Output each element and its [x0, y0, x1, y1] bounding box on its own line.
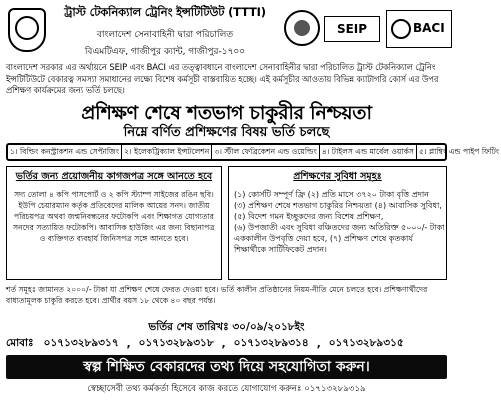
intro-paragraph: বাংলাদেশ সরকার এর অর্থায়নে SEIP এবং BACI এর তত্ত্বাবধানে বাংলাদেশ সেনাবাহিনীর দ্বারা পরিচালিত ট্রাস্ট টেকনিক্যাল ট্রেনিং ইন্সটিটিউটে বেকারত্ব সমস্যা সমাধানের লক্ষ্যে বিশেষ কর্মসূচী বাস্তবায়িত হচ্ছে। এই কর্মসূচীর আওতায় বিভিন্ন ক্যাটাগরি কোর্স এর উপর প্রশিক্ষণ কার্যক্রমের জন্য ভর্তি চলছে।	[6, 62, 439, 95]
phone-number: ০১৭১৩২৮৯৩১৮	[138, 336, 214, 349]
admission-deadline: ভর্তির শেষ তারিখঃ ৩০/০৯/২০১৮ইং	[148, 321, 305, 333]
managed-by: বাংলাদেশ সেনাবাহিনী দ্বারা পরিচালিত	[96, 30, 234, 40]
header	[6, 4, 447, 60]
course-item: ৪। টাইলস এন্ড মার্বেল ওয়ার্কস	[320, 145, 417, 159]
benefit-item: শিক্ষার্থীকে সার্টিফিকেট প্রদান।	[234, 245, 327, 254]
institute-address: বিএমটিএফ, গাজীপুর ক্যান্ট, গাজীপুর-১৭০০	[84, 47, 246, 57]
benefits-title: প্রশিক্ষণের সুবিধা সমূহঃ	[293, 171, 382, 182]
institute-name: ট্রাস্ট টেকনিক্যাল ট্রেনিং ইন্সটিটিউট (TTTI)	[64, 5, 266, 19]
header-text	[50, 4, 280, 59]
headline: প্রশিক্ষণ শেষে শতভাগ চাকুরীর নিশ্চয়তা	[81, 102, 372, 124]
benefit-item: (৬) উপজাতী এবং সুবিধা বঞ্চিতদের জন্য অতিরিক্ত ৫০০০/- টাকা	[234, 223, 445, 232]
contact-phones: মোবাঃ ০১৭১৩২৮৯৩১৭ , ০১৭১৩২৮৯৩১৮ , ০১৭১৩২৮৯৩১৪ , ০১৭১৩২৮৯৩১৫	[6, 336, 447, 352]
documents-body: সদ্য তোলা ৪ কপি পাসপোর্ট ও ২ কপি স্ট্যাম্প সাইজের রঙিন ছবি। ইউপি চেয়ারম্যান কর্তৃক প্রতিবেদের মালিক আয়ের সনদ। জাতীয় পরিচয়পত্র অথবা জন্মনিবন্ধনের ফটোকপি এবং শিক্ষাগত যোগ্যতার সনদের সত্যায়িত ফটোকপি। আবাসিক হাউজিং এর জন্য বিছানাপত্র ও ব্যক্তিগত ব্যবহার্য জিনিসপত্র সঙ্গে আনতে হবে।	[13, 190, 215, 243]
baci-mark-icon	[391, 19, 411, 39]
phone-number: ০১৭১৩২৮৯৩১৫	[328, 336, 404, 349]
phone-number: ০১৭১৩২৮৯৩১৪	[233, 336, 309, 349]
documents-box	[6, 166, 222, 280]
baci-logo: BACI	[386, 10, 452, 48]
documents-title: ভর্তির জন্য প্রয়োজনীয় কাগজপত্র সঙ্গে আনতে হবে	[15, 171, 213, 182]
benefits-box	[228, 166, 447, 280]
seip-logo: SEIP	[324, 16, 380, 42]
phone-number: ০১৭১৩২৮৯৩১৭	[43, 336, 119, 349]
course-item: ৩। স্টীল ফেব্রিকেশন এন্ড ওয়েল্ডিং	[212, 145, 320, 159]
phone-label: মোবাঃ	[6, 336, 34, 349]
course-item: ১। বিল্ডিং কনস্ট্রাকশন এন্ড সেপ্টাজিং	[8, 145, 122, 159]
benefit-item: (১) কোর্সটি সম্পূর্ণ ফ্রি (২) প্রতি মাসে ৩৭২০ টাকা বৃত্তি প্রদান	[234, 190, 429, 199]
benefit-item: (৩) প্রশিক্ষণ শেষে শতভাগ চাকুরির নিশ্চয়তা (৪) আবাসিক সুবিধা,	[234, 201, 442, 210]
course-item: ২। ইলেকট্রিক্যাল ইন্সটলেশন	[122, 145, 212, 159]
volunteer-contact: স্বেচ্ছাসেবী তথ্য কর্মকর্তা হিসেবে কাজ করতে যোগাযোগ করুনঃ ০১৭১৩২৮৯৩১৯	[87, 384, 366, 394]
conditions-text: শর্ত সমূহঃ জামানত ২০০০/- টাকা যা প্রশিক্ষণ শেষে ফেরত দেওয়া হবে। ভর্তি কালীন প্রতিষ্ঠানের নিয়ম-নীতি মেনে চলতে হবে। প্রশিক্ষণার্থীদের বাধ্যতামূলক চাকুরি করতে হবে। প্রার্থীর বয়স ১৮ থেকে ৪০ বছর পর্যন্ত।	[6, 285, 428, 305]
benefit-item: এককালীন উপবৃত্তি দেয়া হবে, (৭) প্রশিক্ষণ শেষে কৃতকার্য	[234, 234, 413, 243]
government-seal-icon	[284, 10, 320, 46]
benefit-item: (৫) বিদেশ গমন ইচ্ছুকদের জন্য বিশেষ প্রশিক্ষণ,	[234, 212, 384, 221]
course-list	[6, 143, 500, 161]
appeal-banner: স্বল্প শিক্ষিত বেকারদের তথ্য দিয়ে সহযোগিতা করুন।	[6, 355, 447, 379]
army-emblem-icon	[8, 8, 46, 52]
subheadline: নিম্নে বর্ণিত প্রশিক্ষণের বিষয় ভর্তি চলছে	[123, 125, 330, 140]
course-item: ৫। প্লাম্বিং এন্ড পাইপ ফিটিং	[418, 147, 500, 156]
info-boxes	[6, 166, 447, 280]
